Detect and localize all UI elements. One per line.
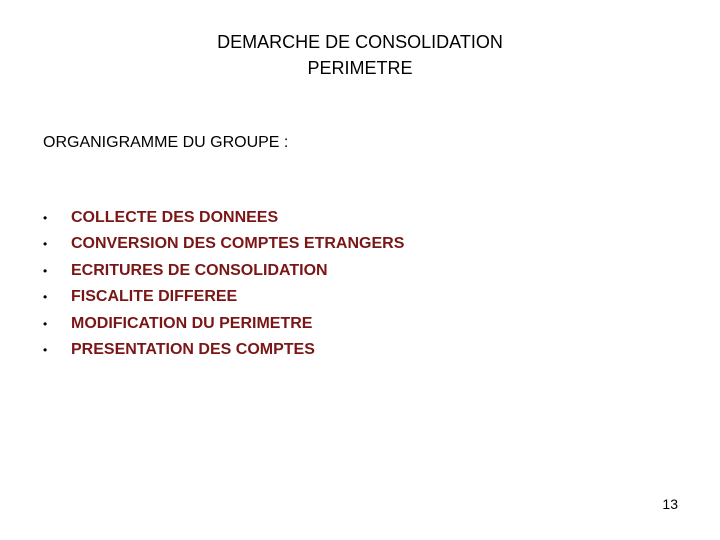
bullet-dot-icon: • [43,237,48,252]
bullet-text: ECRITURES DE CONSOLIDATION [71,261,328,279]
bullet-text: MODIFICATION DU PERIMETRE [71,314,313,332]
bullet-dot-icon: • [43,290,48,305]
bullet-text: CONVERSION DES COMPTES ETRANGERS [71,235,405,253]
page-number: 13 [662,496,678,512]
slide-title-line-1: DEMARCHE DE CONSOLIDATION [217,32,503,52]
section-heading: ORGANIGRAMME DU GROUPE : [43,134,289,151]
bullet-text: PRESENTATION DES COMPTES [71,340,315,358]
bullet-text: COLLECTE DES DONNEES [71,209,279,226]
bullet-dot-icon: • [43,342,48,357]
bullet-dot-icon: • [43,263,48,278]
bullet-text: FISCALITE DIFFEREE [71,288,238,306]
slide-title [0,29,720,81]
bullet-dot-icon: • [43,211,48,225]
slide-title-line-2: PERIMETRE [307,58,413,78]
bullet-dot-icon: • [43,316,48,331]
